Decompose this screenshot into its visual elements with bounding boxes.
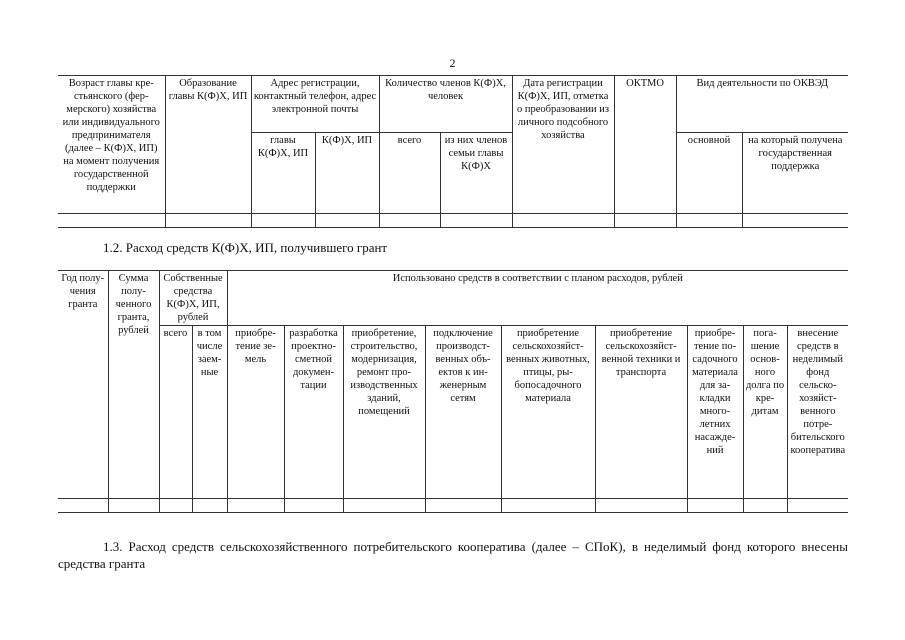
header-year: Год получения гранта [58, 271, 108, 499]
header-own-total: всего [159, 326, 192, 499]
header-loan-repayment: погашение основного долга по кредитам [743, 326, 787, 499]
header-age: Возраст главы крестьянского (фермерского) хозяйства или индивидуального предпринимателя (далее – К(Ф)Х, ИП) на момент получения государственной поддержки [58, 76, 165, 214]
header-used-funds: Использовано средств в соответствии с планом расходов, рублей [227, 271, 848, 326]
header-okved-main: основной [676, 133, 742, 214]
header-address-head: главы К(Ф)Х, ИП [251, 133, 315, 214]
table-row [58, 214, 848, 228]
header-buildings: приобретение, строительство, модернизация, ремонт производственных зданий, помещений [343, 326, 425, 499]
header-members-family: из них членов семьи главы К(Ф)Х [440, 133, 512, 214]
header-design-docs: разработка проектносметной документации [284, 326, 343, 499]
header-own-borrowed: в том числе заемные [192, 326, 227, 499]
header-animals: приобретение сельскохозяйственных животных, птицы, рыбопосадочного материала [501, 326, 595, 499]
header-sum: Сумма полученного гранта, рублей [108, 271, 159, 499]
section-heading-1-3: 1.3. Расход средств сельскохозяйственного потребительского кооператива (далее – СПоК), в неделимый фонд которого внесены средства гранта [58, 539, 848, 571]
header-members: Количество членов К(Ф)Х, человек [379, 76, 512, 133]
header-land: приобретение земель [227, 326, 284, 499]
header-okved-grant: на который получена государственная поддержка [742, 133, 848, 214]
header-machinery: приобретение сельскохозяйственной техники и транспорта [595, 326, 687, 499]
header-regdate: Дата регистрации К(Ф)Х, ИП, отметка о преобразовании из личного подсобного хозяйства [512, 76, 614, 214]
page-number: 2 [449, 56, 456, 70]
header-okved: Вид деятельности по ОКВЭД [676, 76, 848, 133]
header-education: Образование главы К(Ф)Х, ИП [165, 76, 251, 214]
header-address-farm: К(Ф)Х, ИП [315, 133, 379, 214]
section-heading-1-2: 1.2. Расход средств К(Ф)Х, ИП, получившего грант [103, 240, 388, 255]
header-address: Адрес регистрации, контактный телефон, адрес электронной почты [251, 76, 379, 133]
grant-expense-table [58, 270, 848, 513]
header-utilities: подключение производственных объектов к инженерным сетям [425, 326, 501, 499]
header-coop-fund: внесение средств в неделимый фонд сельскохозяйственного потребительского кооператива [787, 326, 848, 499]
table-row [58, 499, 848, 513]
header-oktmo: ОКТМО [614, 76, 676, 214]
header-own-funds: Собственные средства К(Ф)Х, ИП, рублей [159, 271, 227, 326]
farm-info-table [58, 75, 848, 228]
header-members-total: всего [379, 133, 440, 214]
header-planting: приобретение посадочного материала для закладки многолетних насаждений [687, 326, 743, 499]
